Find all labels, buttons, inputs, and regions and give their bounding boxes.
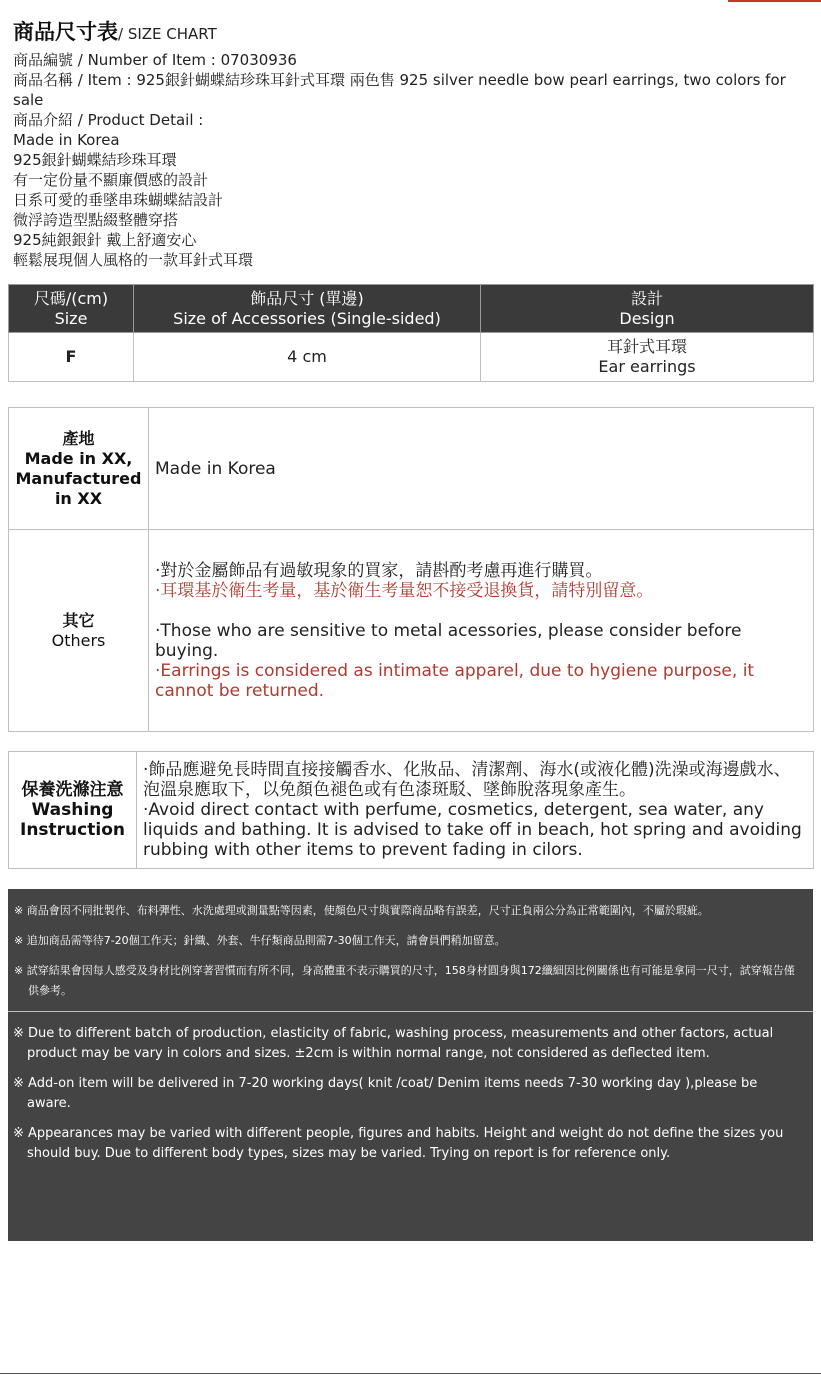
size-table (8, 284, 814, 382)
size-cell: F (9, 333, 134, 382)
notes-en (8, 1012, 813, 1164)
note-item: ※ 試穿結果會因每人感受及身材比例穿著習慣而有所不同，身高體重不表示購買的尺寸，158身材圓身與172纖細因比例關係也有可能是拿同一尺寸，試穿報告僅供參考。 (14, 964, 795, 997)
others-zh-2: ·耳環基於衛生考量，基於衛生考量恕不接受退換貨，請特別留意。 (155, 580, 654, 601)
others-zh-1: ·對於金屬飾品有過敏現象的買家，請斟酌考慮再進行購買。 (155, 560, 603, 581)
detail-line: 微浮誇造型點綴整體穿搭 (13, 211, 179, 229)
washing-label: 保養洗滌注意 Washing Instruction (9, 752, 137, 869)
others-row (9, 530, 814, 732)
table-row (9, 333, 814, 382)
washing-value (137, 752, 814, 869)
note-item: ※ 追加商品需等待7-20個工作天；針織、外套、牛仔類商品則需7-30個工作天，請會員們稍加留意。 (14, 934, 506, 947)
washing-table (8, 751, 814, 869)
page-title (13, 18, 813, 48)
origin-value: Made in Korea (149, 408, 814, 530)
washing-en: ·Avoid direct contact with perfume, cosmetics, detergent, sea water, any liquids and bathing. It is advised to take off in beach, hot spring and avoiding rubbing with other items to prevent fading in cilors. (143, 800, 802, 860)
others-en-1: ·Those who are sensitive to metal acessories, please consider before buying. (155, 620, 742, 661)
note-item: ※ 商品會因不同批製作、布料彈性、水洗處理或測量點等因素，使顏色尺寸與實際商品略有誤差，尺寸正負兩公分為正常範圍內，不屬於瑕疵。 (14, 904, 709, 917)
note-item: ※ Add-on item will be delivered in 7-20 working days( knit /coat/ Denim items needs 7-30 working day ),please be aware. (13, 1076, 758, 1111)
notes-zh (8, 889, 813, 1001)
product-detail-label: 商品介紹 / Product Detail : (13, 111, 204, 129)
bottom-divider (0, 1373, 821, 1374)
design-cell: 耳針式耳環 Ear earrings (481, 333, 814, 382)
detail-line: Made in Korea (13, 131, 120, 149)
size-chart-header (13, 18, 813, 270)
detail-line: 有一定份量不顯廉價感的設計 (13, 171, 209, 189)
detail-line: 925銀針蝴蝶結珍珠耳環 (13, 151, 177, 169)
others-value (149, 530, 814, 732)
item-number: 商品編號 / Number of Item : 07030936 (13, 51, 297, 69)
detail-line: 日系可愛的垂墜串珠蝴蝶結設計 (13, 191, 224, 209)
top-accent-bar (728, 0, 821, 2)
size-header: 尺碼/(cm) Size (9, 285, 134, 333)
title-en: / SIZE CHART (118, 25, 217, 43)
title-zh: 商品尺寸表 (13, 20, 118, 44)
others-label: 其它 Others (9, 530, 149, 732)
item-name: 商品名稱 / Item : 925銀針蝴蝶結珍珠耳針式耳環 兩色售 925 silver needle bow pearl earrings, two colors for sale (13, 71, 786, 109)
origin-row (9, 408, 814, 530)
design-header: 設計 Design (481, 285, 814, 333)
others-en-2: ·Earrings is considered as intimate apparel, due to hygiene purpose, it cannot be returned. (155, 660, 755, 701)
origin-others-table (8, 407, 814, 732)
detail-line: 925純銀銀針 戴上舒適安心 (13, 231, 197, 249)
accessory-size-cell: 4 cm (134, 333, 481, 382)
size-table-header-row (9, 285, 814, 333)
origin-label: 產地 Made in XX, Manufactured in XX (9, 408, 149, 530)
accessory-size-header: 飾品尺寸 (單邊) Size of Accessories (Single-sided) (134, 285, 481, 333)
note-item: ※ Due to different batch of production, elasticity of fabric, washing process, measurements and other factors, actual product may be vary in colors and sizes. ±2cm is within normal range, not considered as deflected item. (13, 1026, 774, 1061)
notes-panel (8, 889, 813, 1241)
washing-row (9, 752, 814, 869)
note-item: ※ Appearances may be varied with different people, figures and habits. Height and weight do not define the sizes you should buy. Due to different body types, sizes may be varied. Trying on report is for reference only. (13, 1126, 784, 1161)
washing-zh: ·飾品應避免長時間直接接觸香水、化妝品、清潔劑、海水(或液化體)洗澡或海邊戲水、泡溫泉應取下，以免顏色褪色或有色漆斑駁、墜飾脫落現象產生。 (143, 760, 791, 800)
detail-line: 輕鬆展現個人風格的一款耳針式耳環 (13, 251, 254, 269)
